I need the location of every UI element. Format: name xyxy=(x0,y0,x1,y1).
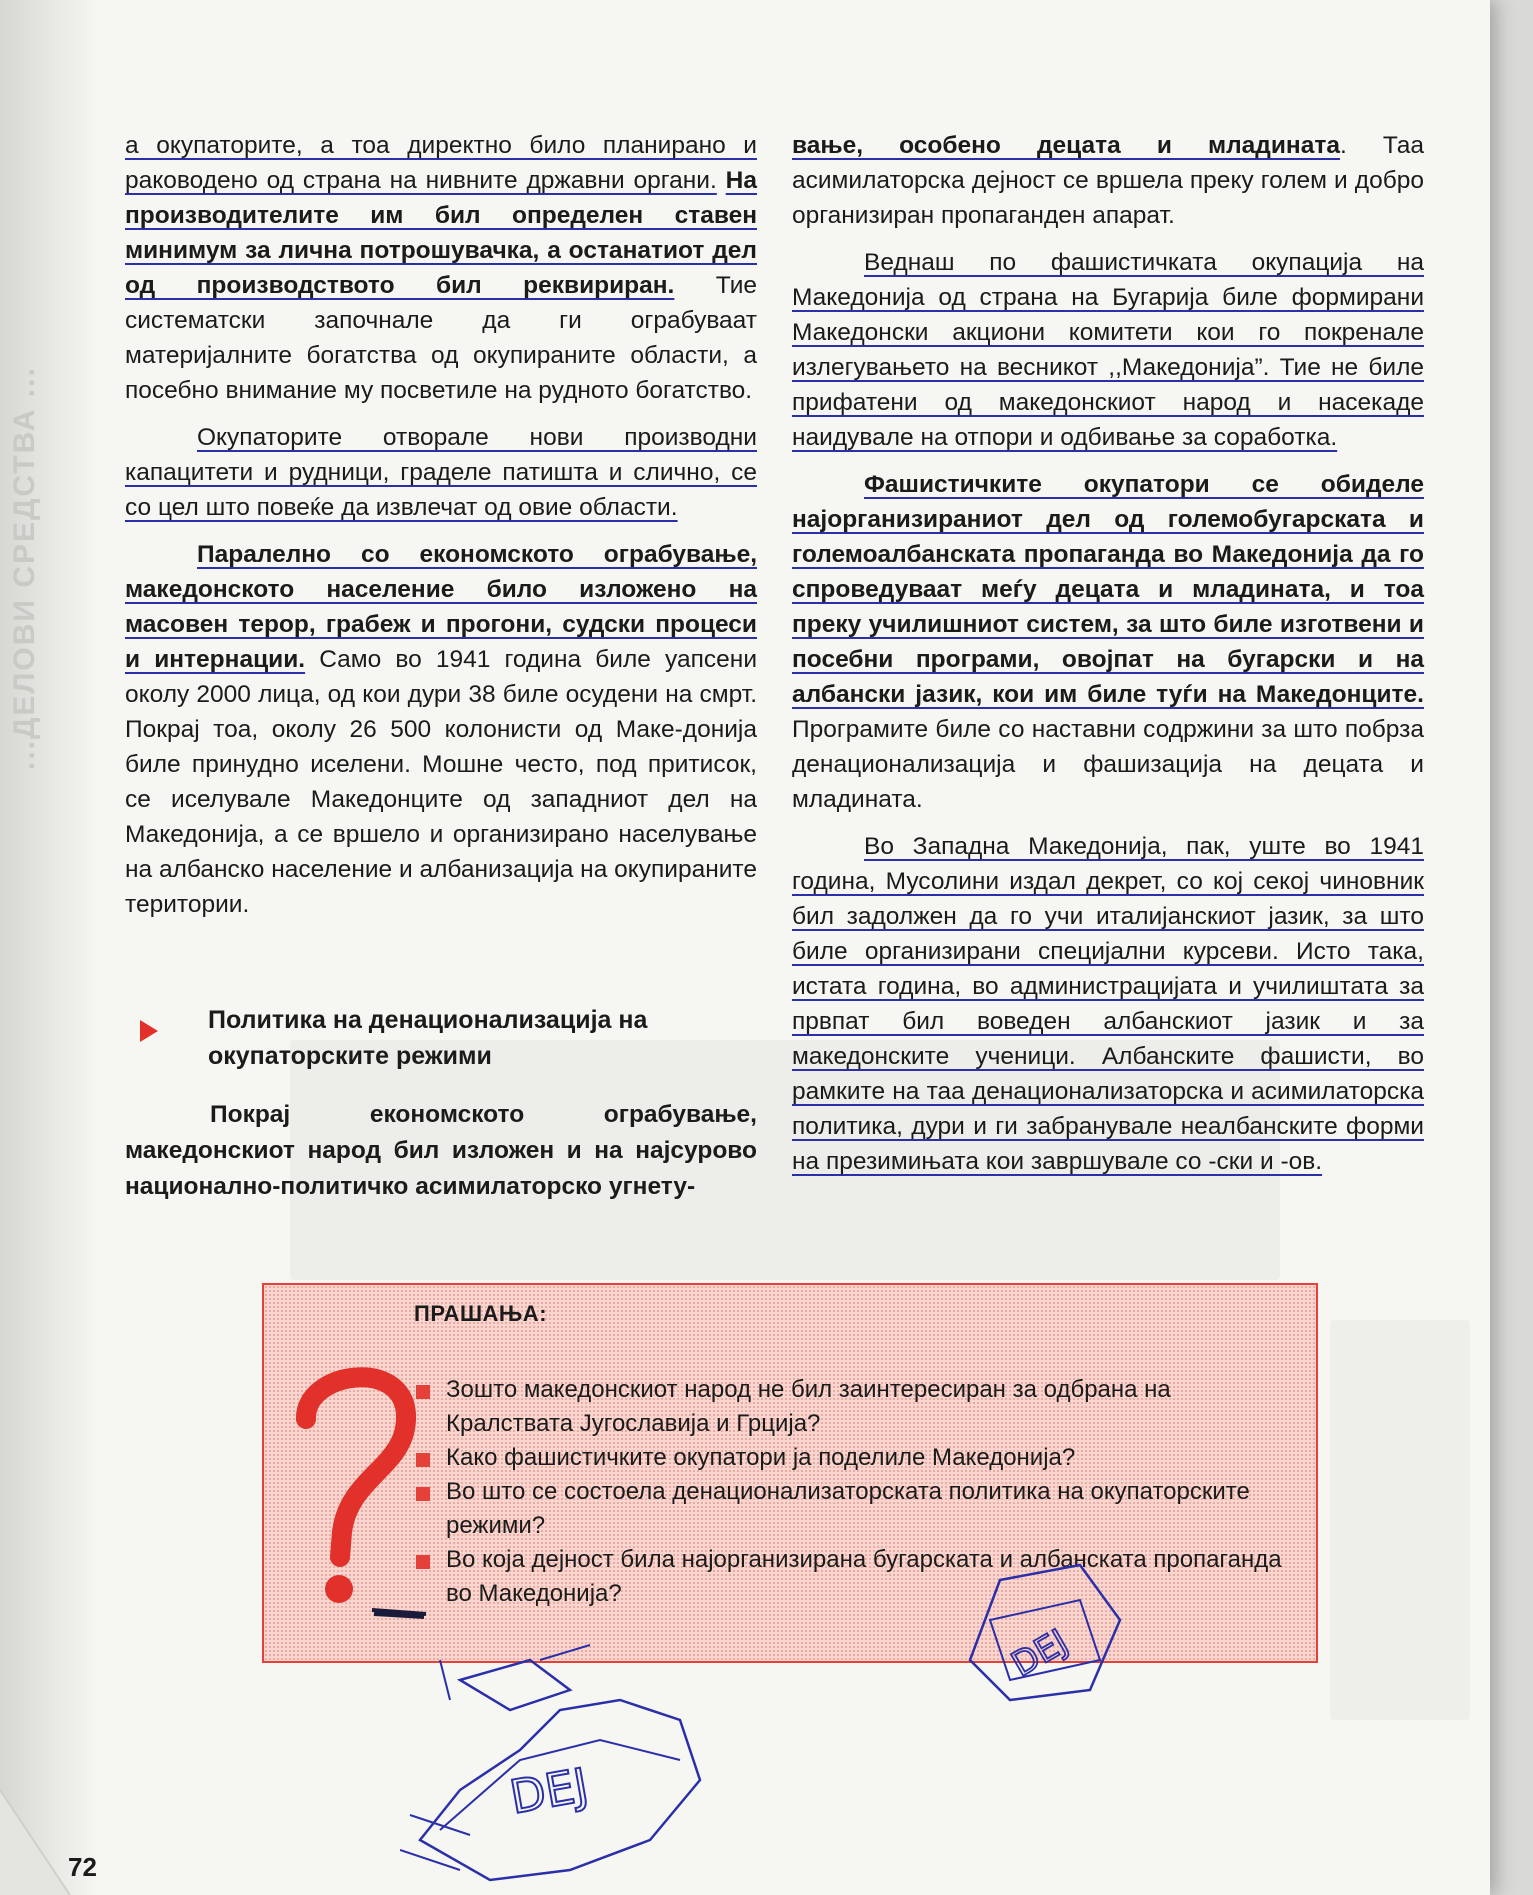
doodle-text: DEJ xyxy=(505,1757,593,1825)
pen-scribble xyxy=(370,1602,430,1622)
spine-text: ...ДЕЛОВИ СРЕДСТВА ... xyxy=(8,366,41,770)
pen-doodle-right xyxy=(960,1560,1130,1710)
question-item: Како фашистичките окупатори ја поделиле Македонија? xyxy=(414,1441,1294,1475)
doodle-text: DEJ xyxy=(1004,1621,1075,1686)
pen-doodle-left xyxy=(400,1640,730,1890)
paragraph xyxy=(125,128,757,408)
question-item: Во што се состоела денационализаторската политика на окупаторските режими? xyxy=(414,1475,1294,1543)
emphasis-text: Фашистичките окупатори се обиделе најорганизираниот дел од големобугарската и големоалбанската пропаганда во Македонија да го спроведуваат меѓу децата и младината, и тоа преку училишниот систем, за што биле изготвени и посебни програми, овојпат на бугарски и на албански јазик, кои им биле туѓи на Македонците. xyxy=(792,471,1424,708)
emphasis-text: вање, особено децата и младината xyxy=(792,132,1340,159)
left-column xyxy=(125,128,757,934)
paragraph xyxy=(125,537,757,922)
body-text: Само во 1941 година биле уапсени околу 2000 лица, од кои дури 38 биле осудени на смрт. Покрај тоа, околу 26 500 колонисти од Маке-донија биле принудно иселени. Мошне често, под притисок, се иселувале Македонците од западниот дел на Македонија, а се вршело и организирано населување на албанско население и албанизација на окупираните територии. xyxy=(125,646,757,918)
body-text: Во Западна Македонија, пак, уште во 1941 година, Мусолини издал декрет, со кој секој чиновник бил задолжен да го учи италијанскиот јазик, за што биле организирани специјални курсеви. Исто така, истата година, во администрацијата и училиштата за првпат бил воведен албанскиот јазик и за македонските ученици. Албанските фашисти, во рамките на таа денационализаторска и асимилаторска политика, дури и ги забранувале неалбанските форми на презимињата кои завршувале со -ски и -ов. xyxy=(792,833,1424,1175)
paragraph xyxy=(792,467,1424,817)
emphasis-text: Паралелно со економското ограбување, македонското население било изложено на масовен терор, грабеж и прогони, судски процеси и интернации. xyxy=(125,541,757,673)
emphasis-text: На производителите им бил определен ставен минимум за лична потрошувачка, а останатиот дел од производството бил реквириран. xyxy=(125,167,757,299)
body-text: . Таа асимилаторска дејност се вршела преку голем и добро организиран пропаганден апарат. xyxy=(792,132,1425,229)
question-item: Во која дејност била најорганизирана бугарската и албанската пропаганда во Македонија? xyxy=(414,1543,1294,1611)
square-bullet-icon xyxy=(416,1385,430,1399)
body-text: Окупаторите отворале нови производни капацитети и рудници, граделе патишта и слично, се со цел што повеќе да извлечат од овие области. xyxy=(125,424,757,521)
triangle-bullet-icon xyxy=(140,1020,158,1042)
square-bullet-icon xyxy=(416,1487,430,1501)
right-column xyxy=(792,128,1424,1191)
questions-title: ПРАШАЊА: xyxy=(414,1301,548,1326)
show-through-block xyxy=(1330,1320,1470,1720)
emphasis-text: Покрај економското ограбување, македонскиот народ бил изложен и на најсурово национално-политичко асимилаторско угнету- xyxy=(125,1101,757,1200)
question-mark-icon xyxy=(294,1357,424,1607)
paragraph xyxy=(792,829,1424,1179)
spine-shadow xyxy=(0,0,95,1895)
paragraph xyxy=(125,420,757,525)
text-line: а окупаторите, а тоа директно било планирано и xyxy=(125,132,757,159)
square-bullet-icon xyxy=(416,1555,430,1569)
page-number: 72 xyxy=(68,1852,97,1882)
section-heading-block xyxy=(140,1002,770,1074)
paragraph xyxy=(792,128,1424,233)
section-body xyxy=(125,1097,757,1205)
text-line: раководено од страна на нивните државни органи. xyxy=(125,167,717,194)
body-text: Програмите биле со наставни содржини за што побрза денационализација и фашизација на децата и младината. xyxy=(792,716,1424,813)
body-text: Тие систематски започнале да ги ограбуваат материјалните богатства од окупираните области, а посебно внимание му посветиле на рудното богатство. xyxy=(125,272,757,404)
body-text: Веднаш по фашистичката окупација на Македонија од страна на Бугарија биле формирани Македонски акциони комитети кои го покренале излегувањето на весникот ,,Македонија”. Тие не биле прифатени од македонскиот народ и насекаде наидувале на отпори и одбивање за соработка. xyxy=(792,249,1424,451)
question-item: Зошто македонскиот народ не бил заинтересиран за одбрана на Кралствата Југославија и Грција? xyxy=(414,1373,1294,1441)
section-heading: Политика на денационализација на окупаторските режими xyxy=(208,1006,648,1070)
questions-list xyxy=(414,1373,1294,1611)
paragraph xyxy=(792,245,1424,455)
square-bullet-icon xyxy=(416,1453,430,1467)
